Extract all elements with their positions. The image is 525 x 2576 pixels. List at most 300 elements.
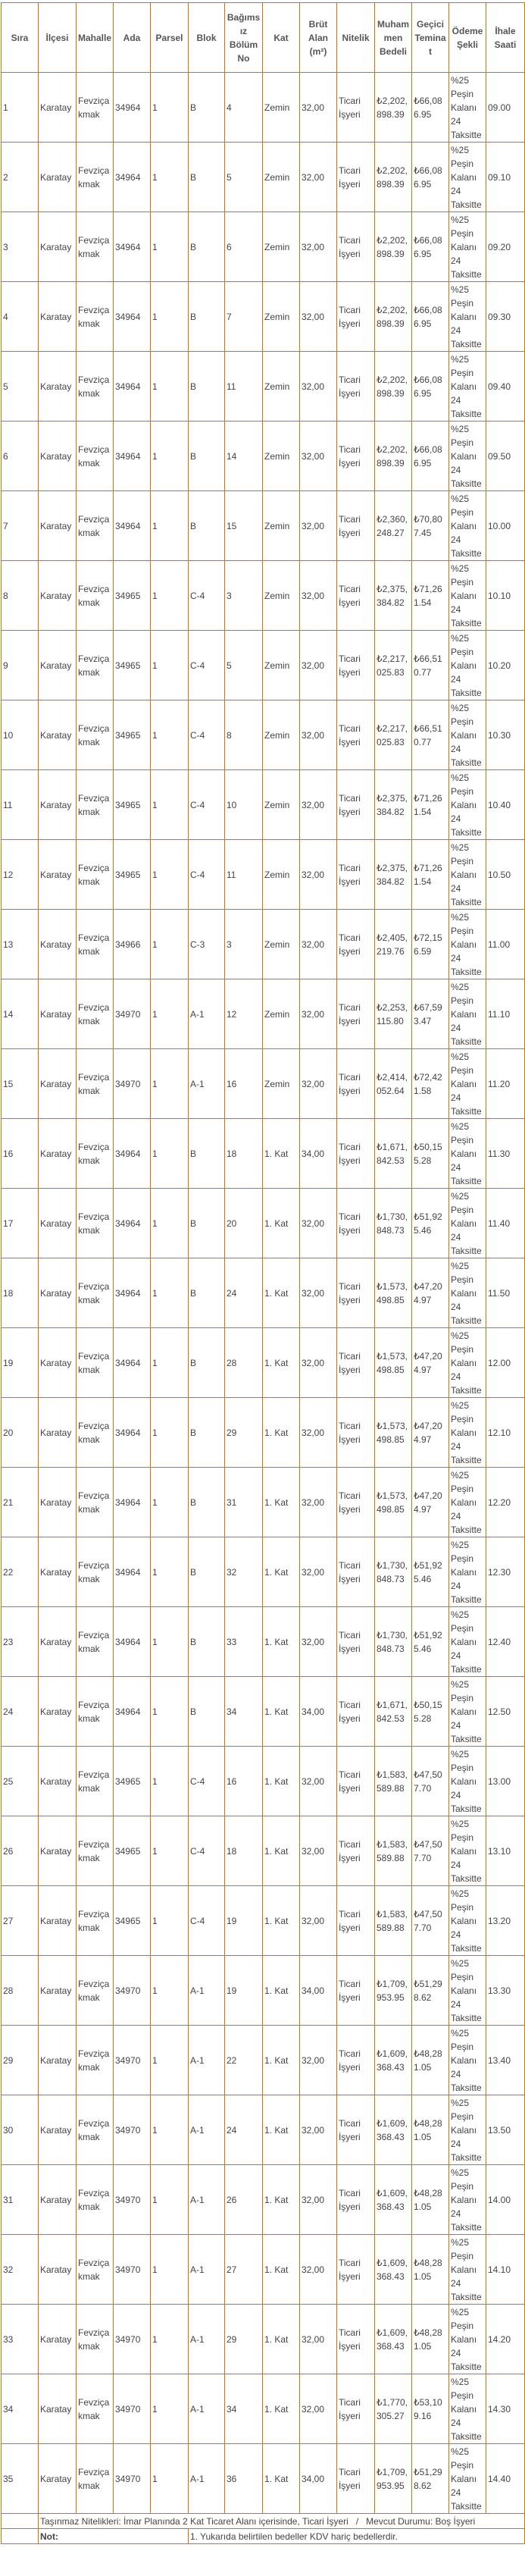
cell-parsel: 1 [151, 421, 189, 491]
cell-mahalle: Fevziçakmak [77, 421, 114, 491]
cell-muhammen-bedeli: ₺2,202,898.39 [375, 73, 412, 143]
table-row [2, 1537, 525, 1607]
cell-muhammen-bedeli: ₺2,217,025.83 [375, 700, 412, 770]
cell-bagimsiz-bolum-no: 29 [225, 1398, 263, 1468]
cell-muhammen-bedeli: ₺2,202,898.39 [375, 282, 412, 352]
cell-odeme-sekli: %25 Peşin Kalanı 24 Taksitte [449, 1886, 486, 1956]
cell-sira: 25 [2, 1747, 39, 1816]
cell-muhammen-bedeli: ₺2,202,898.39 [375, 421, 412, 491]
cell-ada: 34964 [114, 1119, 151, 1189]
cell-blok: B [189, 352, 225, 421]
cell-blok: C-4 [189, 770, 225, 840]
cell-sira: 5 [2, 352, 39, 421]
cell-kat: Zemin [263, 561, 300, 631]
cell-bagimsiz-bolum-no: 20 [225, 1189, 263, 1258]
cell-parsel: 1 [151, 1119, 189, 1189]
cell-bagimsiz-bolum-no: 15 [225, 491, 263, 561]
cell-brut-alan: 34,00 [300, 2444, 337, 2514]
table-row [2, 2026, 525, 2095]
cell-ada: 34964 [114, 491, 151, 561]
cell-nitelik: Ticari İşyeri [337, 2095, 375, 2165]
column-header-nitelik: Nitelik [337, 3, 375, 73]
cell-kat: Zemin [263, 73, 300, 143]
table-row [2, 1398, 525, 1468]
cell-odeme-sekli: %25 Peşin Kalanı 24 Taksitte [449, 2444, 486, 2514]
cell-brut-alan: 32,00 [300, 1537, 337, 1607]
cell-brut-alan: 32,00 [300, 2305, 337, 2374]
cell-bagimsiz-bolum-no: 33 [225, 1607, 263, 1677]
cell-ada: 34964 [114, 1258, 151, 1328]
cell-ada: 34965 [114, 561, 151, 631]
cell-ada: 34964 [114, 421, 151, 491]
cell-brut-alan: 32,00 [300, 2165, 337, 2235]
table-row [2, 631, 525, 700]
header-row [2, 3, 525, 73]
cell-gecici-teminat: ₺47,204.97 [412, 1258, 449, 1328]
column-header-ihale-saati: İhale Saati [486, 3, 525, 73]
cell-bagimsiz-bolum-no: 31 [225, 1468, 263, 1537]
cell-kat: 1. Kat [263, 1258, 300, 1328]
table-row [2, 2374, 525, 2444]
cell-bagimsiz-bolum-no: 16 [225, 1747, 263, 1816]
table-row [2, 73, 525, 143]
cell-sira: 17 [2, 1189, 39, 1258]
cell-muhammen-bedeli: ₺1,609,368.43 [375, 2095, 412, 2165]
cell-mahalle: Fevziçakmak [77, 73, 114, 143]
cell-gecici-teminat: ₺48,281.05 [412, 2305, 449, 2374]
cell-sira: 1 [2, 73, 39, 143]
cell-odeme-sekli: %25 Peşin Kalanı 24 Taksitte [449, 1956, 486, 2026]
cell-ada: 34965 [114, 1816, 151, 1886]
cell-ilce: Karatay [39, 282, 77, 352]
cell-gecici-teminat: ₺47,507.70 [412, 1816, 449, 1886]
cell-nitelik: Ticari İşyeri [337, 2444, 375, 2514]
cell-kat: Zemin [263, 212, 300, 282]
cell-odeme-sekli: %25 Peşin Kalanı 24 Taksitte [449, 1328, 486, 1398]
cell-gecici-teminat: ₺47,204.97 [412, 1468, 449, 1537]
cell-parsel: 1 [151, 1956, 189, 2026]
cell-bagimsiz-bolum-no: 24 [225, 1258, 263, 1328]
cell-mahalle: Fevziçakmak [77, 491, 114, 561]
table-row [2, 1816, 525, 1886]
cell-odeme-sekli: %25 Peşin Kalanı 24 Taksitte [449, 2095, 486, 2165]
cell-ada: 34966 [114, 910, 151, 979]
cell-kat: 1. Kat [263, 1468, 300, 1537]
cell-ilce: Karatay [39, 910, 77, 979]
cell-odeme-sekli: %25 Peşin Kalanı 24 Taksitte [449, 2305, 486, 2374]
cell-nitelik: Ticari İşyeri [337, 2235, 375, 2305]
cell-ilce: Karatay [39, 352, 77, 421]
cell-parsel: 1 [151, 1049, 189, 1119]
cell-parsel: 1 [151, 282, 189, 352]
cell-sira: 28 [2, 1956, 39, 2026]
column-header-mahalle: Mahalle [77, 3, 114, 73]
cell-bagimsiz-bolum-no: 8 [225, 700, 263, 770]
note-text: 1. Yukarıda belirtilen bedeller KDV hariç bedellerdir. [189, 2529, 525, 2544]
cell-ada: 34964 [114, 1468, 151, 1537]
auction-table [1, 2, 525, 2544]
cell-mahalle: Fevziçakmak [77, 1398, 114, 1468]
cell-ilce: Karatay [39, 561, 77, 631]
cell-sira: 32 [2, 2235, 39, 2305]
cell-muhammen-bedeli: ₺1,573,498.85 [375, 1398, 412, 1468]
cell-brut-alan: 34,00 [300, 1956, 337, 2026]
table-row [2, 352, 525, 421]
cell-mahalle: Fevziçakmak [77, 1607, 114, 1677]
cell-bagimsiz-bolum-no: 14 [225, 421, 263, 491]
cell-odeme-sekli: %25 Peşin Kalanı 24 Taksitte [449, 561, 486, 631]
cell-bagimsiz-bolum-no: 11 [225, 840, 263, 910]
cell-odeme-sekli: %25 Peşin Kalanı 24 Taksitte [449, 1677, 486, 1747]
cell-sira: 15 [2, 1049, 39, 1119]
cell-bagimsiz-bolum-no: 3 [225, 910, 263, 979]
cell-ilce: Karatay [39, 700, 77, 770]
cell-gecici-teminat: ₺47,204.97 [412, 1328, 449, 1398]
cell-gecici-teminat: ₺66,086.95 [412, 352, 449, 421]
cell-ilce: Karatay [39, 1189, 77, 1258]
cell-mahalle: Fevziçakmak [77, 2235, 114, 2305]
cell-nitelik: Ticari İşyeri [337, 2305, 375, 2374]
table-row [2, 1747, 525, 1816]
cell-nitelik: Ticari İşyeri [337, 700, 375, 770]
cell-gecici-teminat: ₺50,155.28 [412, 1677, 449, 1747]
cell-ihale-saati: 11.30 [486, 1119, 525, 1189]
properties-row [2, 2514, 525, 2529]
cell-bagimsiz-bolum-no: 27 [225, 2235, 263, 2305]
cell-ada: 34964 [114, 1537, 151, 1607]
cell-ada: 34970 [114, 2026, 151, 2095]
cell-brut-alan: 32,00 [300, 561, 337, 631]
cell-sira: 11 [2, 770, 39, 840]
cell-odeme-sekli: %25 Peşin Kalanı 24 Taksitte [449, 770, 486, 840]
cell-muhammen-bedeli: ₺2,414,052.64 [375, 1049, 412, 1119]
cell-blok: B [189, 421, 225, 491]
cell-muhammen-bedeli: ₺1,671,842.53 [375, 1119, 412, 1189]
cell-kat: Zemin [263, 700, 300, 770]
cell-nitelik: Ticari İşyeri [337, 421, 375, 491]
cell-parsel: 1 [151, 73, 189, 143]
cell-nitelik: Ticari İşyeri [337, 352, 375, 421]
cell-sira: 9 [2, 631, 39, 700]
cell-parsel: 1 [151, 143, 189, 212]
cell-muhammen-bedeli: ₺2,202,898.39 [375, 352, 412, 421]
properties-text: Taşınmaz Nitelikleri: İmar Planında 2 Kat Ticaret Alanı içerisinde, Ticari İşyeri / Mevcut Durumu: Boş İşyeri [39, 2514, 525, 2529]
cell-ada: 34970 [114, 2374, 151, 2444]
cell-brut-alan: 32,00 [300, 770, 337, 840]
cell-ihale-saati: 10.10 [486, 561, 525, 631]
cell-sira: 30 [2, 2095, 39, 2165]
cell-ihale-saati: 13.00 [486, 1747, 525, 1816]
cell-blok: C-3 [189, 910, 225, 979]
cell-ihale-saati: 11.20 [486, 1049, 525, 1119]
cell-muhammen-bedeli: ₺2,360,248.27 [375, 491, 412, 561]
cell-kat: 1. Kat [263, 1816, 300, 1886]
cell-mahalle: Fevziçakmak [77, 1189, 114, 1258]
cell-odeme-sekli: %25 Peşin Kalanı 24 Taksitte [449, 1398, 486, 1468]
cell-kat: Zemin [263, 770, 300, 840]
cell-kat: 1. Kat [263, 2095, 300, 2165]
table-row [2, 421, 525, 491]
cell-kat: 1. Kat [263, 2165, 300, 2235]
cell-blok: C-4 [189, 1816, 225, 1886]
cell-ilce: Karatay [39, 2374, 77, 2444]
column-header-brut-alan: Brüt Alan (m²) [300, 3, 337, 73]
cell-gecici-teminat: ₺51,925.46 [412, 1537, 449, 1607]
cell-gecici-teminat: ₺66,086.95 [412, 282, 449, 352]
cell-ilce: Karatay [39, 1258, 77, 1328]
cell-ilce: Karatay [39, 1956, 77, 2026]
cell-brut-alan: 32,00 [300, 282, 337, 352]
cell-gecici-teminat: ₺48,281.05 [412, 2095, 449, 2165]
cell-ilce: Karatay [39, 840, 77, 910]
cell-parsel: 1 [151, 1258, 189, 1328]
cell-parsel: 1 [151, 840, 189, 910]
cell-muhammen-bedeli: ₺1,609,368.43 [375, 2165, 412, 2235]
cell-kat: Zemin [263, 282, 300, 352]
cell-brut-alan: 32,00 [300, 1189, 337, 1258]
cell-nitelik: Ticari İşyeri [337, 910, 375, 979]
cell-gecici-teminat: ₺71,261.54 [412, 840, 449, 910]
cell-blok: C-4 [189, 631, 225, 700]
cell-ilce: Karatay [39, 1747, 77, 1816]
table-row [2, 1956, 525, 2026]
cell-ada: 34964 [114, 143, 151, 212]
cell-ihale-saati: 12.50 [486, 1677, 525, 1747]
cell-nitelik: Ticari İşyeri [337, 2026, 375, 2095]
cell-blok: B [189, 143, 225, 212]
cell-sira: 29 [2, 2026, 39, 2095]
cell-parsel: 1 [151, 352, 189, 421]
cell-ihale-saati: 12.10 [486, 1398, 525, 1468]
cell-blok: B [189, 1468, 225, 1537]
cell-parsel: 1 [151, 2165, 189, 2235]
cell-kat: 1. Kat [263, 1398, 300, 1468]
cell-brut-alan: 32,00 [300, 1468, 337, 1537]
cell-gecici-teminat: ₺51,298.62 [412, 2444, 449, 2514]
cell-mahalle: Fevziçakmak [77, 2165, 114, 2235]
cell-muhammen-bedeli: ₺1,583,589.88 [375, 1816, 412, 1886]
cell-ada: 34964 [114, 212, 151, 282]
cell-kat: Zemin [263, 352, 300, 421]
cell-ihale-saati: 11.10 [486, 979, 525, 1049]
cell-blok: A-1 [189, 1956, 225, 2026]
cell-ada: 34970 [114, 2305, 151, 2374]
cell-odeme-sekli: %25 Peşin Kalanı 24 Taksitte [449, 979, 486, 1049]
cell-bagimsiz-bolum-no: 24 [225, 2095, 263, 2165]
cell-brut-alan: 32,00 [300, 1816, 337, 1886]
cell-kat: 1. Kat [263, 2235, 300, 2305]
table-row [2, 2305, 525, 2374]
cell-kat: Zemin [263, 491, 300, 561]
cell-ada: 34970 [114, 2165, 151, 2235]
cell-sira: 20 [2, 1398, 39, 1468]
cell-ada: 34964 [114, 1607, 151, 1677]
cell-sira: 24 [2, 1677, 39, 1747]
cell-bagimsiz-bolum-no: 5 [225, 631, 263, 700]
cell-ilce: Karatay [39, 2444, 77, 2514]
cell-parsel: 1 [151, 2095, 189, 2165]
cell-nitelik: Ticari İşyeri [337, 1328, 375, 1398]
cell-brut-alan: 32,00 [300, 910, 337, 979]
cell-muhammen-bedeli: ₺1,671,842.53 [375, 1677, 412, 1747]
cell-ada: 34964 [114, 352, 151, 421]
cell-blok: C-4 [189, 700, 225, 770]
cell-parsel: 1 [151, 1189, 189, 1258]
cell-gecici-teminat: ₺66,086.95 [412, 143, 449, 212]
cell-ihale-saati: 10.00 [486, 491, 525, 561]
cell-ilce: Karatay [39, 1886, 77, 1956]
cell-mahalle: Fevziçakmak [77, 1886, 114, 1956]
cell-brut-alan: 34,00 [300, 1677, 337, 1747]
cell-blok: B [189, 1189, 225, 1258]
cell-ihale-saati: 13.40 [486, 2026, 525, 2095]
cell-brut-alan: 32,00 [300, 1258, 337, 1328]
cell-bagimsiz-bolum-no: 22 [225, 2026, 263, 2095]
cell-mahalle: Fevziçakmak [77, 631, 114, 700]
cell-ilce: Karatay [39, 1677, 77, 1747]
table-row [2, 282, 525, 352]
cell-brut-alan: 32,00 [300, 491, 337, 561]
cell-mahalle: Fevziçakmak [77, 352, 114, 421]
cell-blok: C-4 [189, 561, 225, 631]
cell-nitelik: Ticari İşyeri [337, 1677, 375, 1747]
cell-parsel: 1 [151, 2305, 189, 2374]
cell-ilce: Karatay [39, 2305, 77, 2374]
cell-mahalle: Fevziçakmak [77, 212, 114, 282]
cell-parsel: 1 [151, 2235, 189, 2305]
cell-ihale-saati: 09.00 [486, 73, 525, 143]
cell-parsel: 1 [151, 1398, 189, 1468]
cell-nitelik: Ticari İşyeri [337, 1119, 375, 1189]
cell-gecici-teminat: ₺47,507.70 [412, 1747, 449, 1816]
cell-mahalle: Fevziçakmak [77, 700, 114, 770]
cell-brut-alan: 32,00 [300, 421, 337, 491]
cell-odeme-sekli: %25 Peşin Kalanı 24 Taksitte [449, 421, 486, 491]
cell-gecici-teminat: ₺48,281.05 [412, 2026, 449, 2095]
cell-gecici-teminat: ₺48,281.05 [412, 2165, 449, 2235]
cell-muhammen-bedeli: ₺2,405,219.76 [375, 910, 412, 979]
cell-gecici-teminat: ₺66,086.95 [412, 212, 449, 282]
column-header-gecici-teminat: Geçici Teminat [412, 3, 449, 73]
cell-odeme-sekli: %25 Peşin Kalanı 24 Taksitte [449, 1119, 486, 1189]
cell-ada: 34964 [114, 73, 151, 143]
table-row [2, 700, 525, 770]
cell-bagimsiz-bolum-no: 4 [225, 73, 263, 143]
table-row [2, 1607, 525, 1677]
cell-blok: A-1 [189, 2026, 225, 2095]
cell-bagimsiz-bolum-no: 12 [225, 979, 263, 1049]
column-header-ilce: İlçesi [39, 3, 77, 73]
cell-gecici-teminat: ₺72,156.59 [412, 910, 449, 979]
cell-kat: Zemin [263, 143, 300, 212]
cell-ilce: Karatay [39, 2026, 77, 2095]
cell-nitelik: Ticari İşyeri [337, 1886, 375, 1956]
cell-bagimsiz-bolum-no: 7 [225, 282, 263, 352]
cell-bagimsiz-bolum-no: 11 [225, 352, 263, 421]
cell-parsel: 1 [151, 910, 189, 979]
cell-kat: 1. Kat [263, 1677, 300, 1747]
cell-mahalle: Fevziçakmak [77, 2026, 114, 2095]
cell-blok: C-4 [189, 840, 225, 910]
cell-sira: 13 [2, 910, 39, 979]
cell-sira: 26 [2, 1816, 39, 1886]
table-row [2, 1886, 525, 1956]
cell-odeme-sekli: %25 Peşin Kalanı 24 Taksitte [449, 2374, 486, 2444]
cell-muhammen-bedeli: ₺1,609,368.43 [375, 2235, 412, 2305]
cell-brut-alan: 32,00 [300, 840, 337, 910]
cell-mahalle: Fevziçakmak [77, 840, 114, 910]
cell-parsel: 1 [151, 979, 189, 1049]
cell-brut-alan: 32,00 [300, 2095, 337, 2165]
table-row [2, 979, 525, 1049]
column-header-kat: Kat [263, 3, 300, 73]
cell-gecici-teminat: ₺50,155.28 [412, 1119, 449, 1189]
cell-mahalle: Fevziçakmak [77, 1119, 114, 1189]
cell-ihale-saati: 11.50 [486, 1258, 525, 1328]
cell-sira: 23 [2, 1607, 39, 1677]
cell-sira: 31 [2, 2165, 39, 2235]
cell-ada: 34965 [114, 700, 151, 770]
cell-ihale-saati: 12.40 [486, 1607, 525, 1677]
cell-blok: B [189, 491, 225, 561]
cell-blok: A-1 [189, 2235, 225, 2305]
cell-kat: 1. Kat [263, 1119, 300, 1189]
cell-ihale-saati: 11.00 [486, 910, 525, 979]
table-row [2, 1189, 525, 1258]
cell-odeme-sekli: %25 Peşin Kalanı 24 Taksitte [449, 282, 486, 352]
cell-bagimsiz-bolum-no: 16 [225, 1049, 263, 1119]
cell-gecici-teminat: ₺48,281.05 [412, 2235, 449, 2305]
cell-odeme-sekli: %25 Peşin Kalanı 24 Taksitte [449, 1537, 486, 1607]
cell-ada: 34970 [114, 2095, 151, 2165]
table-row [2, 2444, 525, 2514]
cell-parsel: 1 [151, 1328, 189, 1398]
cell-mahalle: Fevziçakmak [77, 561, 114, 631]
cell-ilce: Karatay [39, 631, 77, 700]
cell-parsel: 1 [151, 1537, 189, 1607]
cell-mahalle: Fevziçakmak [77, 1537, 114, 1607]
cell-odeme-sekli: %25 Peşin Kalanı 24 Taksitte [449, 143, 486, 212]
cell-bagimsiz-bolum-no: 10 [225, 770, 263, 840]
cell-muhammen-bedeli: ₺2,375,384.82 [375, 561, 412, 631]
cell-ilce: Karatay [39, 1816, 77, 1886]
cell-brut-alan: 32,00 [300, 2374, 337, 2444]
cell-ihale-saati: 10.50 [486, 840, 525, 910]
cell-nitelik: Ticari İşyeri [337, 1398, 375, 1468]
cell-muhammen-bedeli: ₺1,573,498.85 [375, 1328, 412, 1398]
cell-nitelik: Ticari İşyeri [337, 840, 375, 910]
cell-odeme-sekli: %25 Peşin Kalanı 24 Taksitte [449, 1049, 486, 1119]
cell-parsel: 1 [151, 1468, 189, 1537]
cell-muhammen-bedeli: ₺1,730,848.73 [375, 1607, 412, 1677]
cell-mahalle: Fevziçakmak [77, 1468, 114, 1537]
cell-ihale-saati: 10.20 [486, 631, 525, 700]
cell-mahalle: Fevziçakmak [77, 1747, 114, 1816]
cell-gecici-teminat: ₺70,807.45 [412, 491, 449, 561]
cell-mahalle: Fevziçakmak [77, 2095, 114, 2165]
cell-bagimsiz-bolum-no: 19 [225, 1886, 263, 1956]
cell-parsel: 1 [151, 1677, 189, 1747]
table-row [2, 840, 525, 910]
cell-parsel: 1 [151, 1816, 189, 1886]
cell-muhammen-bedeli: ₺2,202,898.39 [375, 143, 412, 212]
cell-mahalle: Fevziçakmak [77, 910, 114, 979]
cell-nitelik: Ticari İşyeri [337, 1189, 375, 1258]
cell-brut-alan: 32,00 [300, 2026, 337, 2095]
cell-ilce: Karatay [39, 1119, 77, 1189]
cell-ilce: Karatay [39, 143, 77, 212]
cell-sira: 27 [2, 1886, 39, 1956]
